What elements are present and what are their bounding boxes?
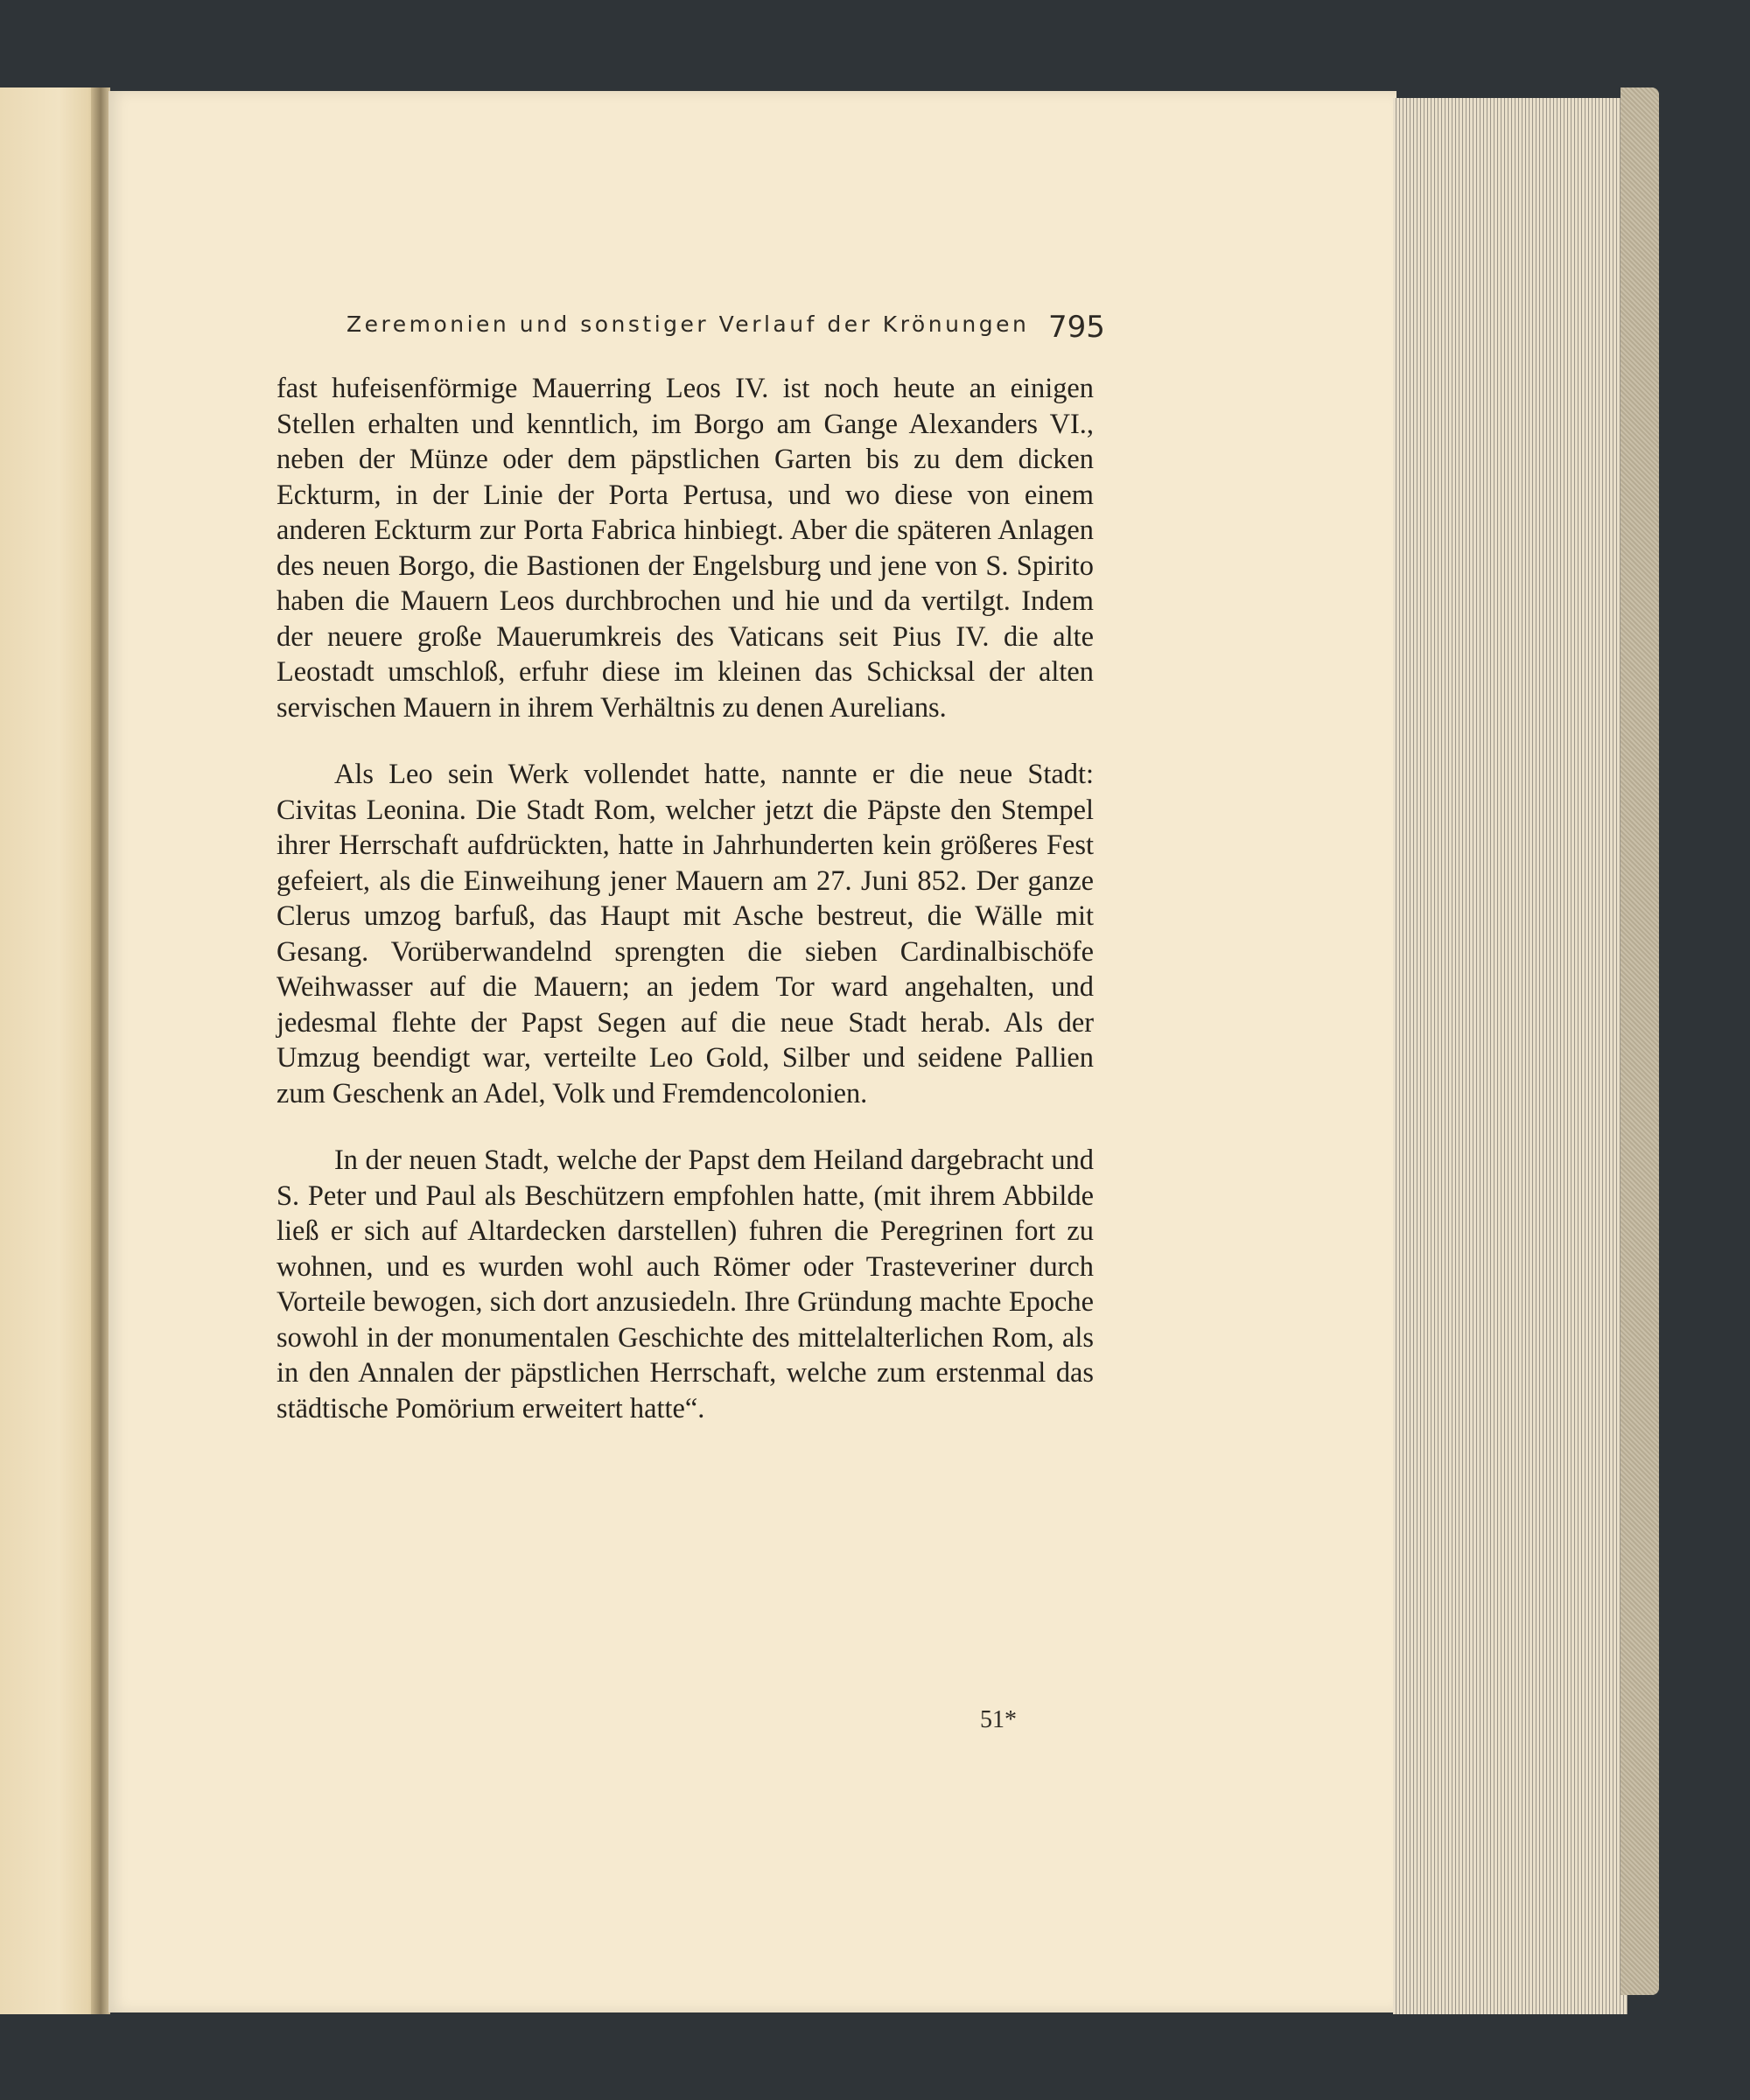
running-head: Zeremonien und sonstiger Verlauf der Krönungen — [346, 312, 1030, 337]
paragraph-2: Als Leo sein Werk vollendet hatte, nannte er die neue Stadt: Civitas Leonina. Die Stadt Rom, welcher jetzt die Päpste den Stempel ihrer Herrschaft aufdrückten, hatte in Jahrhunderten kein größeres Fest gefeiert, als die Einweihung jener Mauern am 27. Juni 852. Der ganze Clerus umzog barfuß, das Haupt mit Asche bestreut, die Wälle mit Gesang. Vorüberwandelnd sprengten die sieben Cardinalbischöfe Weihwasser auf die Mauern; an jedem Tor ward angehalten, und jedesmal flehte der Papst Segen auf die neue Stadt herab. Als der Umzug beendigt war, verteilte Leo Gold, Silber und seidene Pallien zum Geschenk an Adel, Volk und Fremdencolonien. — [276, 759, 1094, 1110]
book-gutter — [91, 88, 110, 2014]
paragraph-3: In der neuen Stadt, welche der Papst dem Heiland dargebracht und S. Peter und Paul als Beschützern empfohlen hatte, (mit ihrem Abbilde ließ er sich auf Altardecken darstellen) fuhren die Peregrinen fort zu wohnen, und es wurden wohl auch Römer oder Trasteveriner durch Vorteile bewogen, sich dort anzusiedeln. Ihre Gründung machte Epoche sowohl in der monumentalen Geschichte des mittelalterlichen Rom, als in den Annalen der päpstlichen Herrschaft, welche zum erstenmal das städtische Pomörium erweitert hatte“. — [276, 1144, 1094, 1424]
cloth-cover-board — [1620, 88, 1659, 1995]
body-text — [276, 371, 1094, 1458]
paragraph-1: fast hufeisenförmige Mauerring Leos IV. ist noch heute an einigen Stellen erhalten und kenntlich, im Borgo am Gange Alexanders VI., neben der Münze oder dem päpstlichen Garten bis zu dem dicken Eckturm, in der Linie der Porta Pertusa, und wo diese von einem anderen Eckturm zur Porta Fabrica hinbiegt. Aber die späteren Anlagen des neuen Borgo, die Bastionen der Engelsburg und jene von S. Spirito haben die Mauern Leos durchbrochen und hie und da vertilgt. Indem der neuere große Mauerumkreis des Vaticans seit Pius IV. die alte Leostadt umschloß, erfuhr diese im kleinen das Schicksal der alten servischen Mauern in ihrem Verhältnis zu denen Aurelians. — [276, 373, 1094, 724]
page-block-edges — [1393, 98, 1628, 2014]
signature-mark: 51* — [980, 1706, 1017, 1733]
page-number: 795 — [1048, 310, 1105, 345]
facing-page-edge — [0, 88, 98, 2014]
